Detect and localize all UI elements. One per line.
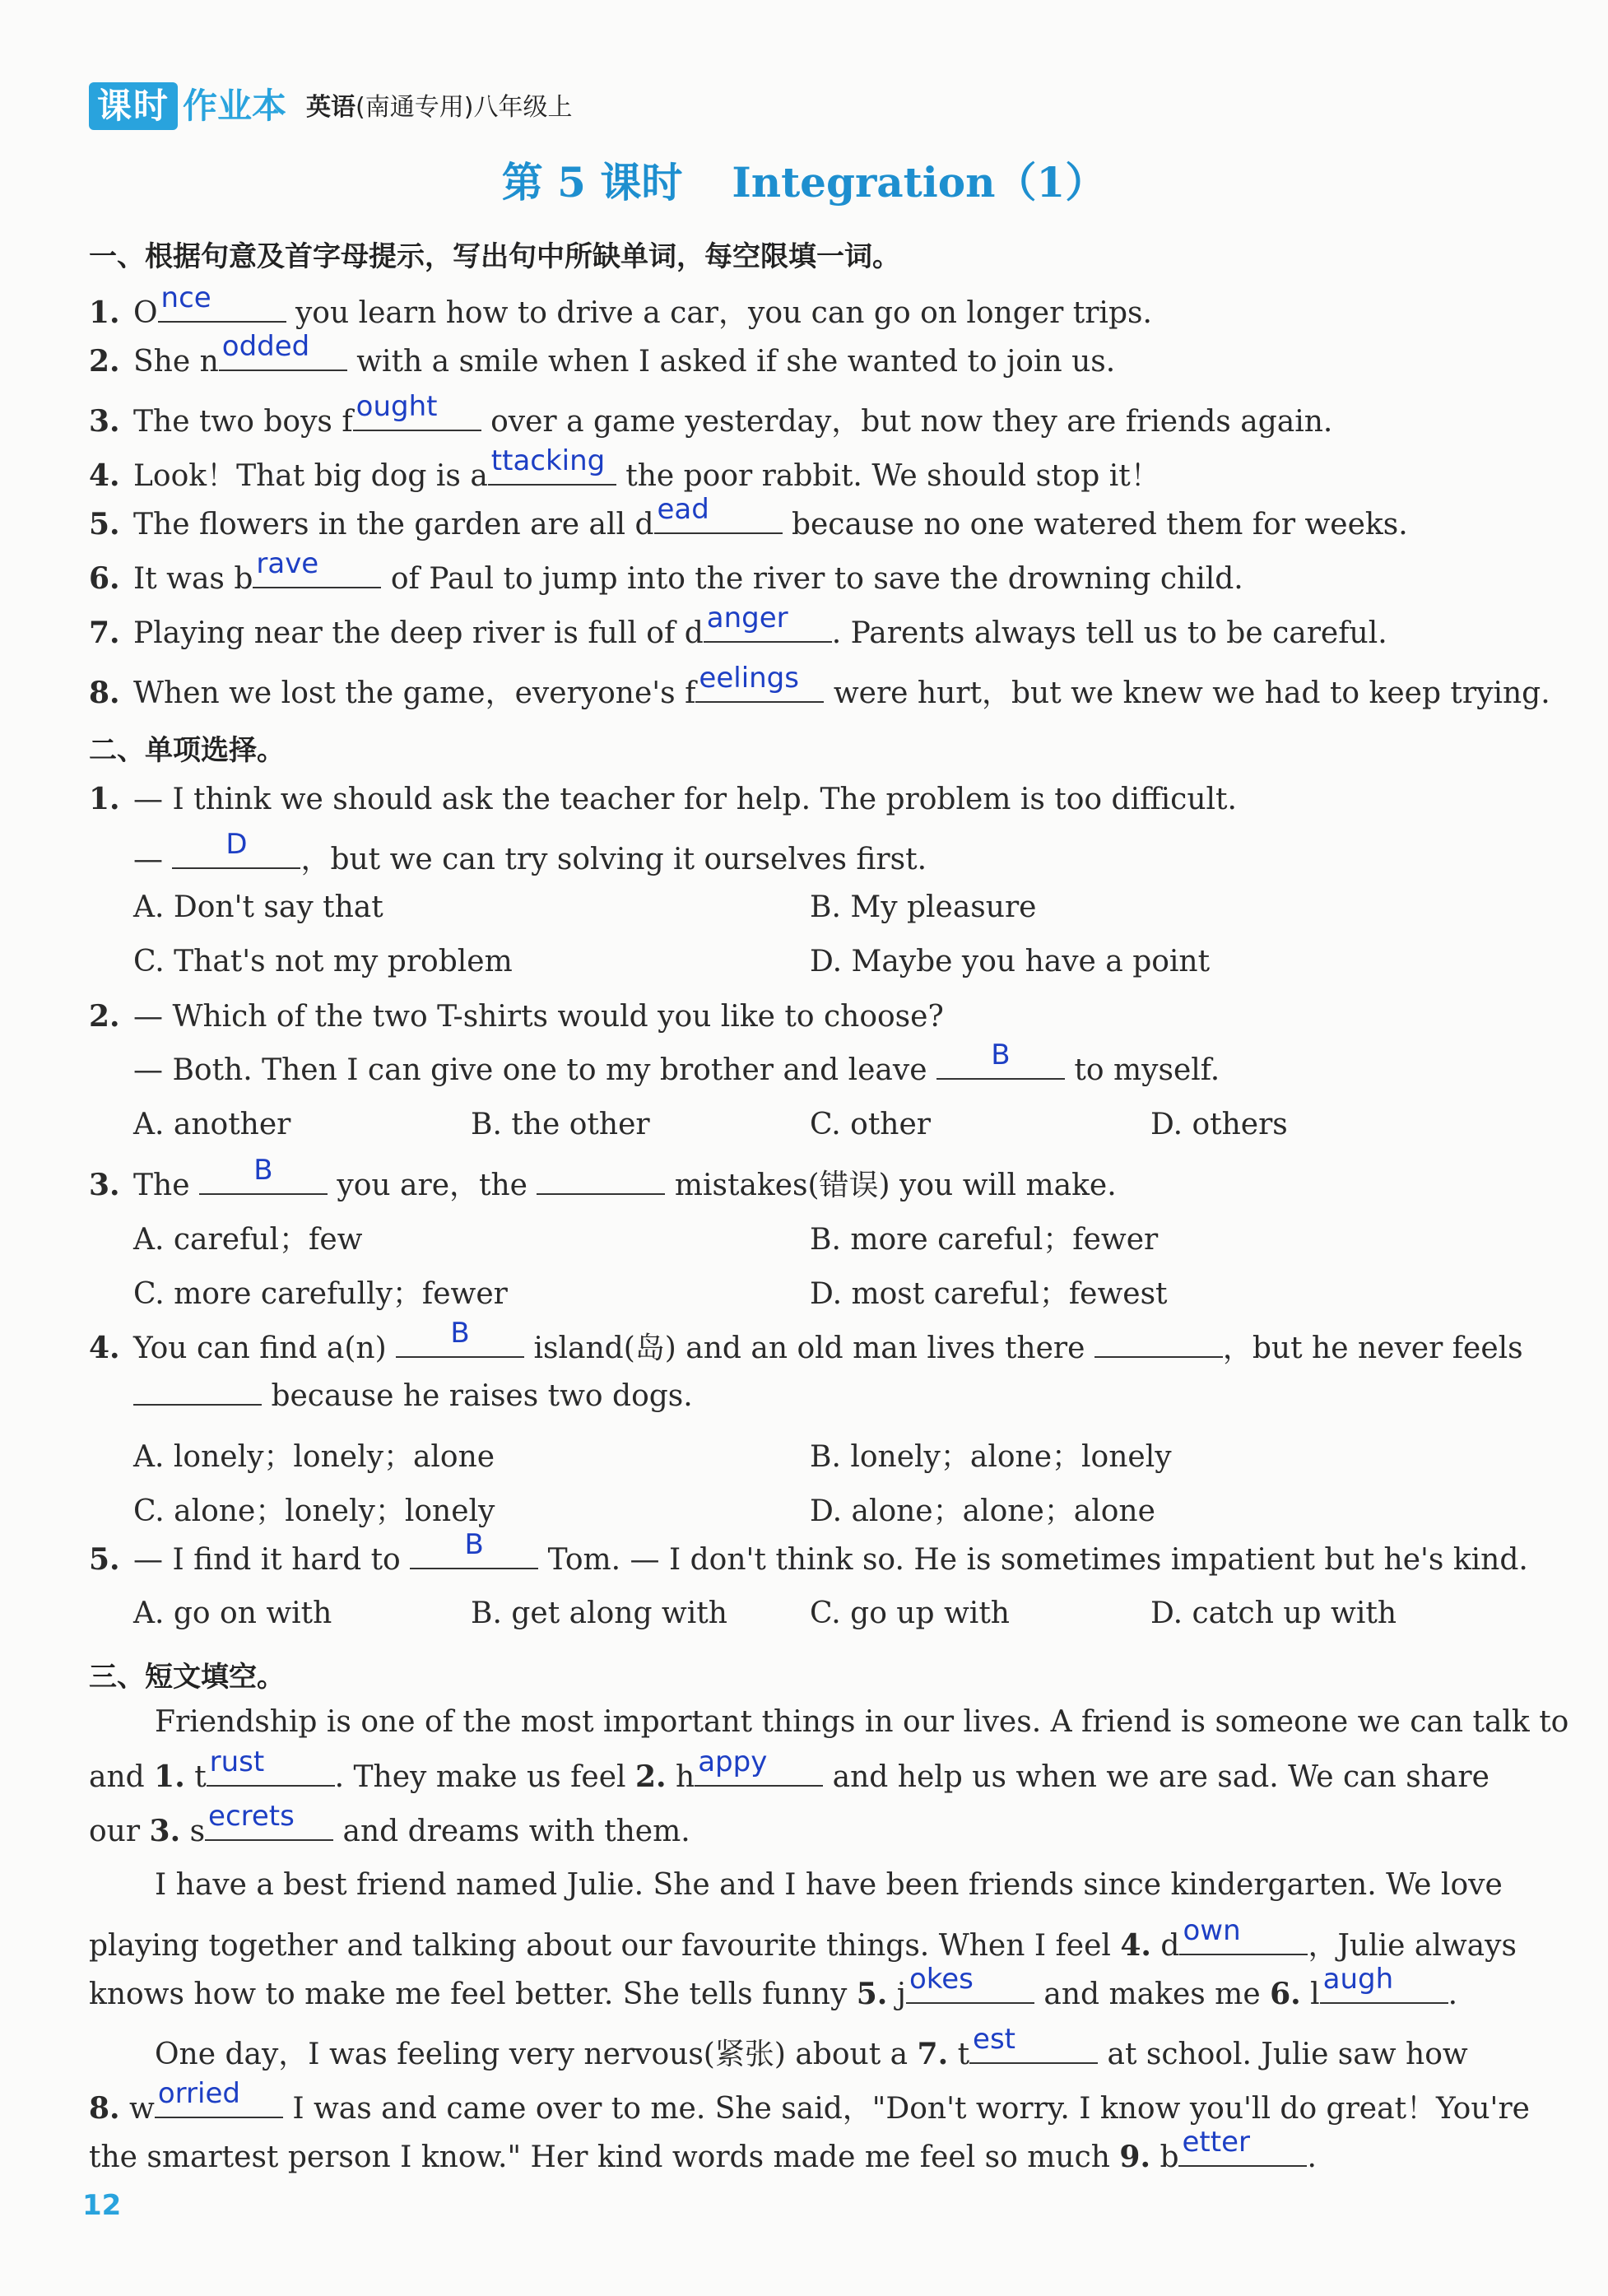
logo-text: 作业本 bbox=[183, 86, 287, 126]
s1-item-4: 4. Look！That big dog is a ttacking the poor rabbit. We should stop it！ bbox=[89, 444, 1160, 493]
logo-box: 课时 bbox=[89, 82, 178, 130]
s2-q4-option-d: D. alone；alone；alone bbox=[810, 1494, 1155, 1528]
answer: nce bbox=[160, 281, 211, 314]
s2-q3-option-c: C. more carefully；fewer bbox=[133, 1277, 508, 1311]
section2-heading: 二、单项选择。 bbox=[89, 734, 285, 767]
answer: orried bbox=[157, 2077, 240, 2110]
s3-p3-line3: the smartest person I know." Her kind words made me feel so much 9. b etter . bbox=[89, 2126, 1317, 2174]
s2-q5-line1: 5. — I find it hard to B Tom. — I don't think so. He is sometimes impatient but he's kind. bbox=[89, 1528, 1528, 1577]
s2-q1-line2: — D ，but we can try solving it ourselves first. bbox=[133, 828, 927, 876]
answer: ecrets bbox=[208, 1800, 295, 1833]
s1-item-7: 7. Playing near the deep river is full of d anger . Parents always tell us to be careful. bbox=[89, 602, 1387, 650]
answer: est bbox=[973, 2023, 1015, 2056]
s3-p1-line2: and 1. t rust . They make us feel 2. h appy and help us when we are sad. We can share bbox=[89, 1745, 1489, 1794]
answer: appy bbox=[698, 1745, 768, 1778]
s2-q2-option-c: C. other bbox=[810, 1108, 931, 1141]
answer: etter bbox=[1182, 2126, 1250, 2159]
s1-item-1: 1. O nce you learn how to drive a car，you can go on longer trips. bbox=[89, 281, 1152, 330]
s2-q1-line1: 1. — I think we should ask the teacher for help. The problem is too difficult. bbox=[89, 782, 1237, 816]
s2-q4-line2: because he raises two dogs. bbox=[133, 1379, 693, 1413]
answer: B bbox=[253, 1154, 273, 1187]
s3-p3-line2: 8. w orried I was and came over to me. She said，"Don't worry. I know you'll do great！You're bbox=[89, 2077, 1530, 2126]
s2-q2-line2: — Both. Then I can give one to my brother and leave B to myself. bbox=[133, 1039, 1220, 1087]
answer: D bbox=[225, 828, 248, 861]
s2-q1-option-d: D. Maybe you have a point bbox=[810, 945, 1211, 978]
section1-heading: 一、根据句意及首字母提示，写出句中所缺单词，每空限填一词。 bbox=[89, 240, 900, 273]
answer: own bbox=[1183, 1914, 1241, 1947]
s2-q5-option-d: D. catch up with bbox=[1150, 1597, 1397, 1630]
section3-heading: 三、短文填空。 bbox=[89, 1661, 285, 1694]
s2-q3-option-b: B. more careful；fewer bbox=[810, 1223, 1159, 1257]
answer: anger bbox=[706, 602, 788, 634]
answer: B bbox=[991, 1039, 1011, 1071]
s3-p1-line3: our 3. s ecrets and dreams with them. bbox=[89, 1800, 690, 1848]
s2-q3-option-a: A. careful；few bbox=[133, 1223, 363, 1257]
s1-item-6: 6. It was b rave of Paul to jump into the river to save the drowning child. bbox=[89, 547, 1243, 596]
answer: augh bbox=[1322, 1963, 1394, 1996]
s2-q2-option-b: B. the other bbox=[471, 1108, 650, 1141]
answer: ttacking bbox=[490, 444, 606, 477]
answer: rave bbox=[256, 547, 319, 580]
answer: ead bbox=[657, 493, 709, 526]
s2-q5-option-c: C. go up with bbox=[810, 1597, 1010, 1630]
s1-item-2: 2. She n odded with a smile when I asked if she wanted to join us. bbox=[89, 330, 1116, 379]
answer: B bbox=[464, 1528, 484, 1561]
s2-q4-option-c: C. alone；lonely；lonely bbox=[133, 1494, 495, 1528]
subject-label: 英语(南通专用)八年级上 bbox=[306, 93, 573, 122]
s2-q3-option-d: D. most careful；fewest bbox=[810, 1277, 1168, 1311]
s3-p3-line1: One day，I was feeling very nervous(紧张) about a 7. t est at school. Julie saw how bbox=[155, 2023, 1468, 2071]
s2-q2-line1: 2. — Which of the two T-shirts would you like to choose? bbox=[89, 999, 944, 1034]
page-number: 12 bbox=[82, 2189, 122, 2222]
book-header bbox=[89, 76, 572, 130]
answer: okes bbox=[909, 1963, 974, 1996]
s3-p1-line1: Friendship is one of the most important things in our lives. A friend is someone we can talk to bbox=[155, 1705, 1569, 1739]
s3-p2-line2: playing together and talking about our favourite things. When I feel 4. d own ，Julie always bbox=[89, 1914, 1517, 1963]
s2-q4-option-a: A. lonely；lonely；alone bbox=[133, 1440, 495, 1474]
s2-q4-option-b: B. lonely；alone；lonely bbox=[810, 1440, 1172, 1474]
s1-item-8: 8. When we lost the game，everyone's f eelings were hurt，but we knew we had to keep trying. bbox=[89, 662, 1550, 710]
s2-q5-option-a: A. go on with bbox=[133, 1597, 332, 1630]
answer: ought bbox=[356, 390, 438, 423]
s2-q1-option-c: C. That's not my problem bbox=[133, 945, 513, 978]
s2-q3-line1: 3. The B you are，the mistakes(错误) you will make. bbox=[89, 1154, 1117, 1202]
answer: odded bbox=[221, 330, 310, 363]
s2-q4-line1: 4. You can find a(n) B island(岛) and an old man lives there ，but he never feels bbox=[89, 1317, 1523, 1365]
s2-q2-option-a: A. another bbox=[133, 1108, 291, 1141]
s2-q5-option-b: B. get along with bbox=[471, 1597, 727, 1630]
s1-item-5: 5. The flowers in the garden are all d ead because no one watered them for weeks. bbox=[89, 493, 1408, 541]
answer: rust bbox=[209, 1745, 265, 1778]
s2-q1-option-a: A. Don't say that bbox=[133, 890, 383, 924]
answer: B bbox=[450, 1317, 470, 1350]
s2-q2-option-d: D. others bbox=[1150, 1108, 1288, 1141]
s1-item-3: 3. The two boys f ought over a game yesterday，but now they are friends again. bbox=[89, 390, 1333, 439]
s2-q1-option-b: B. My pleasure bbox=[810, 890, 1037, 924]
s3-p2-line1: I have a best friend named Julie. She and I have been friends since kindergarten. We love bbox=[155, 1868, 1503, 1902]
s3-p2-line3: knows how to make me feel better. She tells funny 5. j okes and makes me 6. l augh . bbox=[89, 1963, 1458, 2011]
answer: eelings bbox=[699, 662, 799, 695]
lesson-title: 第 5 课时 Integration（1） bbox=[501, 158, 1107, 207]
